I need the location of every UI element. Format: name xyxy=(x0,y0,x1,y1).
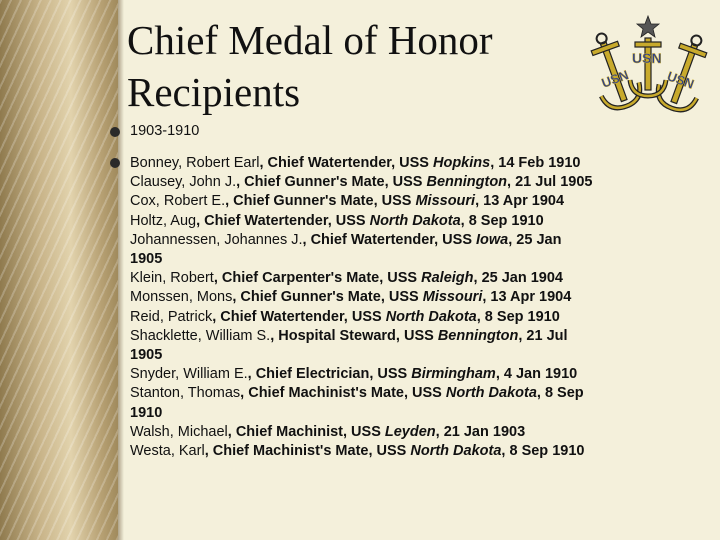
recipient-ship: Bennington xyxy=(437,327,519,344)
svg-text:USN: USN xyxy=(665,68,697,92)
recipient-date: , 8 Sep xyxy=(536,385,584,402)
recipient-ship: Hopkins xyxy=(433,155,491,171)
recipient-ship: Raleigh xyxy=(421,270,474,287)
recipient-rate: , Chief Machinist's Mate, USS xyxy=(240,385,446,402)
recipient-date: , 8 Sep 1910 xyxy=(460,212,544,229)
bullet-dot xyxy=(110,127,120,137)
recipient-ship: North Dakota xyxy=(410,443,502,460)
recipient-name: Westa, Karl xyxy=(130,443,205,460)
recipient-rate: , Chief Gunner's Mate, USS xyxy=(236,174,427,191)
recipient-ship: North Dakota xyxy=(369,212,461,229)
recipient-name: Cox, Robert E. xyxy=(130,193,226,210)
decorative-gold-sidebar xyxy=(0,0,118,540)
recipient-entry xyxy=(130,384,714,403)
recipient-rate: , Chief Electrician, USS xyxy=(247,366,412,383)
recipient-list xyxy=(130,154,714,461)
recipient-name: Clausey, John J. xyxy=(130,174,237,191)
recipient-ship: Birmingham xyxy=(411,366,496,383)
recipient-entry xyxy=(130,365,714,384)
recipient-name: Bonney, Robert Earl xyxy=(130,155,260,171)
recipient-entry xyxy=(130,327,714,346)
recipient-rate: , Chief Gunner's Mate, USS xyxy=(225,193,416,210)
recipient-date: , 13 Apr 1904 xyxy=(475,193,565,210)
recipient-rate: , Hospital Steward, USS xyxy=(270,327,438,344)
recipient-date: , 14 Feb 1910 xyxy=(490,155,581,171)
recipient-rate: , Chief Watertender, USS xyxy=(259,155,433,171)
recipient-rate: , Chief Watertender, USS xyxy=(196,212,370,229)
recipient-date: , 13 Apr 1904 xyxy=(482,289,572,306)
bullet-dot xyxy=(110,158,120,168)
recipient-ship: North Dakota xyxy=(385,308,477,325)
recipient-rate: , Chief Machinist, USS xyxy=(227,423,385,440)
recipient-ship: Bennington xyxy=(426,174,508,191)
recipient-date: , 8 Sep 1910 xyxy=(476,308,560,325)
recipient-date: , 25 Jan xyxy=(508,231,562,248)
recipient-rate: , Chief Gunner's Mate, USS xyxy=(232,289,423,306)
recipient-date: , 25 Jan 1904 xyxy=(473,270,564,287)
recipient-entry xyxy=(130,192,714,211)
recipient-name: Klein, Robert xyxy=(130,270,214,287)
recipient-date: , 21 Jul xyxy=(518,327,568,344)
recipient-date-continued: 1905 xyxy=(130,347,163,364)
recipient-ship: North Dakota xyxy=(445,385,537,402)
recipient-date: , 21 Jul 1905 xyxy=(507,174,593,191)
recipient-name: Reid, Patrick xyxy=(130,308,213,325)
slide-title xyxy=(127,14,567,118)
recipient-date: , 21 Jan 1903 xyxy=(435,423,526,440)
period-text: 1903-1910 xyxy=(130,123,200,139)
recipient-name: Monssen, Mons xyxy=(130,289,233,306)
recipient-entry xyxy=(130,231,714,250)
recipient-date-continued: 1910 xyxy=(130,404,163,421)
recipient-entry xyxy=(130,423,714,442)
recipient-date-continued: 1905 xyxy=(130,251,163,268)
title-line-2: Recipients xyxy=(127,69,301,115)
emblem-label: USN xyxy=(632,50,662,66)
recipient-rate: , Chief Machinist's Mate, USS xyxy=(204,443,411,460)
uscg-chief-anchor-icon xyxy=(582,8,714,132)
recipient-ship: Missouri xyxy=(422,289,483,306)
recipient-rate: , Chief Carpenter's Mate, USS xyxy=(213,270,422,287)
recipient-name: Snyder, William E. xyxy=(130,366,248,383)
recipient-entry xyxy=(130,212,714,231)
recipient-entry xyxy=(130,154,714,173)
recipient-date: , 4 Jan 1910 xyxy=(495,366,578,383)
recipient-entry xyxy=(130,173,714,192)
recipient-name: Walsh, Michael xyxy=(130,423,228,440)
recipient-entry xyxy=(130,269,714,288)
recipient-rate: , Chief Watertender, USS xyxy=(212,308,386,325)
recipient-name: Holtz, Aug xyxy=(130,212,197,229)
recipient-rate: , Chief Watertender, USS xyxy=(302,231,477,248)
recipient-entry xyxy=(130,288,714,307)
recipient-ship: Leyden xyxy=(384,423,436,440)
recipient-ship: Missouri xyxy=(415,193,476,210)
recipient-name: Shacklette, William S. xyxy=(130,327,271,344)
title-line-1: Chief Medal of Honor xyxy=(127,17,493,63)
recipient-entry xyxy=(130,442,714,461)
recipient-name: Stanton, Thomas xyxy=(130,385,241,402)
recipient-name: Johannessen, Johannes J. xyxy=(130,231,303,248)
recipient-entry xyxy=(130,308,714,327)
recipient-date: , 8 Sep 1910 xyxy=(501,443,585,460)
svg-text:USN: USN xyxy=(599,67,631,91)
recipient-ship: Iowa xyxy=(476,231,509,248)
